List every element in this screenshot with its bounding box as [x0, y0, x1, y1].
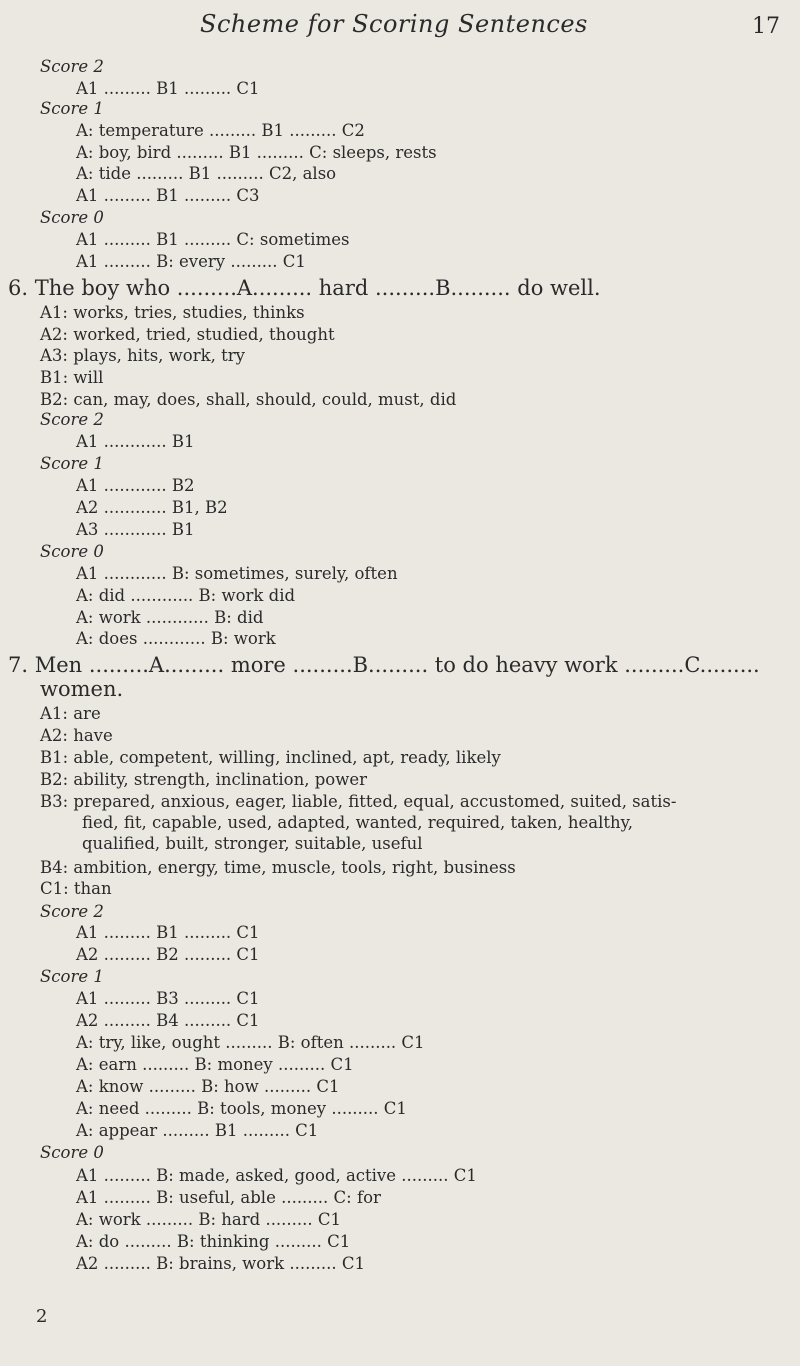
- scoring-entry: A1 ......... B3 ......... C1: [76, 989, 260, 1008]
- scoring-entry: A: tide ......... B1 ......... C2, also: [76, 164, 337, 183]
- sentence-item: 7. Men .........A......... more .........B......... to do heavy work .........C.........: [8, 653, 760, 677]
- scoring-entry: A: temperature ......... B1 ......... C2: [76, 121, 365, 140]
- scoring-entry: A2 ............ B1, B2: [76, 498, 228, 517]
- scoring-entry: A3 ............ B1: [76, 520, 195, 539]
- score-heading: Score 0: [40, 208, 104, 227]
- answer-option: C1: than: [40, 879, 112, 898]
- scoring-entry: A1 ......... B1 ......... C1: [76, 79, 260, 98]
- scoring-entry: A1 ............ B1: [76, 432, 195, 451]
- scoring-entry: A: work ............ B: did: [76, 608, 264, 627]
- answer-option: A1: works, tries, studies, thinks: [40, 303, 305, 322]
- answer-option: B2: ability, strength, inclination, power: [40, 770, 367, 789]
- scoring-entry: A: work ......... B: hard ......... C1: [76, 1210, 342, 1229]
- answer-option-continuation: fied, fit, capable, used, adapted, wanted, required, taken, healthy,: [82, 813, 634, 832]
- scoring-entry: A1 ......... B: every ......... C1: [76, 252, 306, 271]
- answer-option: B2: can, may, does, shall, should, could, must, did: [40, 390, 457, 409]
- score-heading: Score 2: [40, 410, 104, 429]
- scoring-entry: A: did ............ B: work did: [76, 586, 296, 605]
- scoring-entry: A: know ......... B: how ......... C1: [76, 1077, 340, 1096]
- scoring-entry: A: does ............ B: work: [76, 629, 276, 648]
- scoring-entry: A2 ......... B: brains, work ......... C1: [76, 1254, 365, 1273]
- scoring-entry: A: earn ......... B: money ......... C1: [76, 1055, 354, 1074]
- answer-option: A2: have: [40, 726, 113, 745]
- answer-option: B4: ambition, energy, time, muscle, tools, right, business: [40, 858, 516, 877]
- scoring-entry: A: appear ......... B1 ......... C1: [76, 1121, 319, 1140]
- answer-option: B3: prepared, anxious, eager, liable, fitted, equal, accustomed, suited, satis-: [40, 792, 677, 811]
- page-number: 17: [752, 14, 780, 39]
- scoring-entry: A1 ......... B1 ......... C1: [76, 923, 260, 942]
- scoring-entry: A2 ......... B2 ......... C1: [76, 945, 260, 964]
- answer-option: B1: will: [40, 368, 104, 387]
- scoring-entry: A1 ......... B: made, asked, good, active ......... C1: [76, 1166, 477, 1185]
- score-heading: Score 1: [40, 454, 104, 473]
- score-heading: Score 0: [40, 1143, 104, 1162]
- signature-mark: 2: [36, 1306, 48, 1327]
- scoring-entry: A: need ......... B: tools, money ......... C1: [76, 1099, 407, 1118]
- sentence-item: 6. The boy who .........A......... hard .........B......... do well.: [8, 276, 601, 300]
- running-title: Scheme for Scoring Sentences: [200, 10, 588, 38]
- answer-option: A2: worked, tried, studied, thought: [40, 325, 335, 344]
- scoring-entry: A: boy, bird ......... B1 ......... C: sleeps, rests: [76, 143, 437, 162]
- scoring-entry: A: try, like, ought ......... B: often ......... C1: [76, 1033, 425, 1052]
- scoring-entry: A1 ............ B2: [76, 476, 195, 495]
- scoring-entry: A1 ......... B: useful, able ......... C: for: [76, 1188, 381, 1207]
- answer-option: A1: are: [40, 704, 101, 723]
- scoring-entry: A1 ......... B1 ......... C: sometimes: [76, 230, 350, 249]
- scoring-entry: A1 ............ B: sometimes, surely, often: [76, 564, 398, 583]
- answer-option-continuation: qualified, built, stronger, suitable, useful: [82, 834, 423, 853]
- scoring-entry: A1 ......... B1 ......... C3: [76, 186, 260, 205]
- answer-option: B1: able, competent, willing, inclined, apt, ready, likely: [40, 748, 501, 767]
- score-heading: Score 2: [40, 57, 104, 76]
- answer-option: A3: plays, hits, work, try: [40, 346, 245, 365]
- score-heading: Score 1: [40, 99, 104, 118]
- page-header: [0, 10, 800, 40]
- sentence-continuation: women.: [40, 677, 124, 701]
- score-heading: Score 2: [40, 902, 104, 921]
- score-heading: Score 1: [40, 967, 104, 986]
- scoring-entry: A2 ......... B4 ......... C1: [76, 1011, 260, 1030]
- scoring-entry: A: do ......... B: thinking ......... C1: [76, 1232, 351, 1251]
- score-heading: Score 0: [40, 542, 104, 561]
